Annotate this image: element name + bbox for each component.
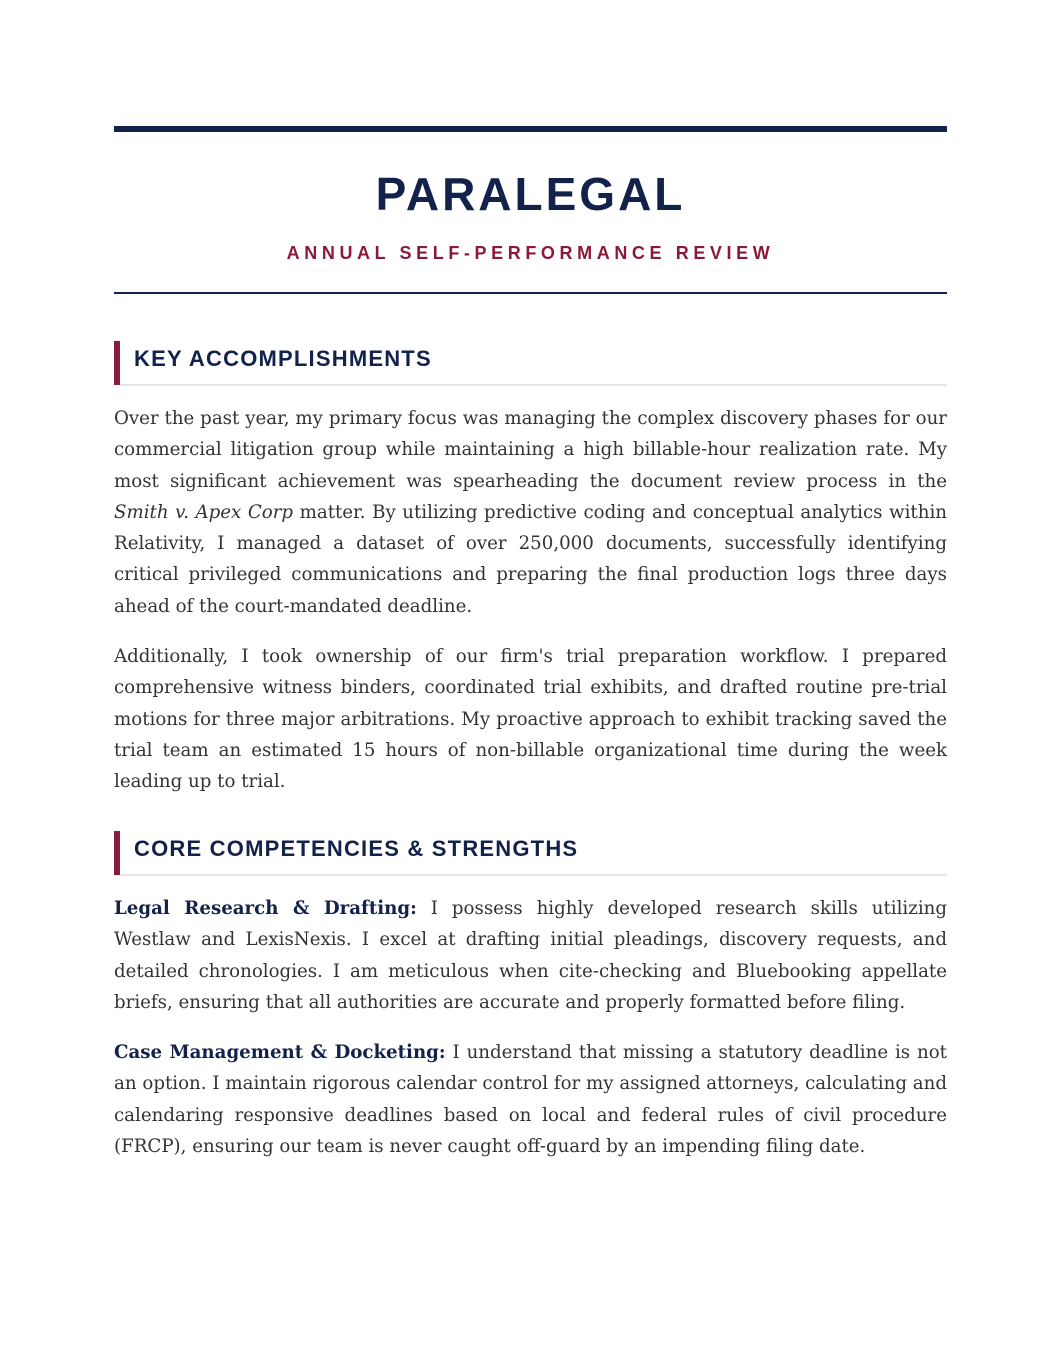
accomplishments-paragraph-1 bbox=[114, 403, 947, 622]
paragraph-text: Additionally, I took ownership of our firm's trial preparation workflow. I prepared comprehensive witness binders, coordinated trial exhibits, and drafted routine pre-trial motions for three major arbitrations. My proactive approach to exhibit tracking saved the trial team an estimated 15 hours of non-billable organizational time during the week leading up to trial. bbox=[114, 646, 947, 793]
section-heading-label: KEY ACCOMPLISHMENTS bbox=[134, 346, 432, 371]
header-top-rule bbox=[114, 126, 947, 132]
competency-case-management bbox=[114, 1037, 947, 1162]
header-divider bbox=[114, 292, 947, 294]
paragraph-text: matter. By utilizing predictive coding and conceptual analytics within Relativity, I managed a dataset of over 250,000 documents, successfully identifying critical privileged communications and preparing the final production logs three days ahead of the court-mandated deadline. bbox=[114, 501, 947, 617]
section-heading-core-competencies bbox=[114, 831, 947, 877]
section-accent-bar bbox=[114, 831, 120, 875]
paragraph-text: I understand that missing a statutory deadline is not an option. I maintain rigorous calendar control for my assigned attorneys, calculating and calendaring responsive deadlines based on local and federal rules of civil procedure (FRCP), ensuring our team is never caught off-guard by an impending filing date. bbox=[114, 1042, 947, 1157]
competency-lead: Legal Research & Drafting: bbox=[114, 898, 417, 919]
competency-lead: Case Management & Docketing: bbox=[114, 1042, 446, 1063]
document-title: PARALEGAL bbox=[375, 168, 686, 220]
case-name: Smith v. Apex Corp bbox=[114, 501, 294, 523]
paragraph-text: Over the past year, my primary focus was managing the complex discovery phases for our commercial litigation group while maintaining a high billable-hour realization rate. My most significant achievement was spearheading the document review process in the bbox=[114, 408, 947, 492]
accomplishments-paragraph-2 bbox=[114, 641, 947, 797]
competency-legal-research bbox=[114, 893, 947, 1018]
section-heading-label: CORE COMPETENCIES & STRENGTHS bbox=[134, 836, 579, 861]
section-heading-key-accomplishments bbox=[114, 341, 947, 387]
section-underline bbox=[120, 384, 947, 386]
paragraph-text: I possess highly developed research skills utilizing Westlaw and LexisNexis. I excel at drafting initial pleadings, discovery requests, and detailed chronologies. I am meticulous when cite-checking and Bluebooking appellate briefs, ensuring that all authorities are accurate and properly formatted before filing. bbox=[114, 898, 947, 1013]
section-accent-bar bbox=[114, 341, 120, 385]
document-subtitle: ANNUAL SELF-PERFORMANCE REVIEW bbox=[286, 243, 775, 263]
section-underline bbox=[120, 874, 947, 876]
